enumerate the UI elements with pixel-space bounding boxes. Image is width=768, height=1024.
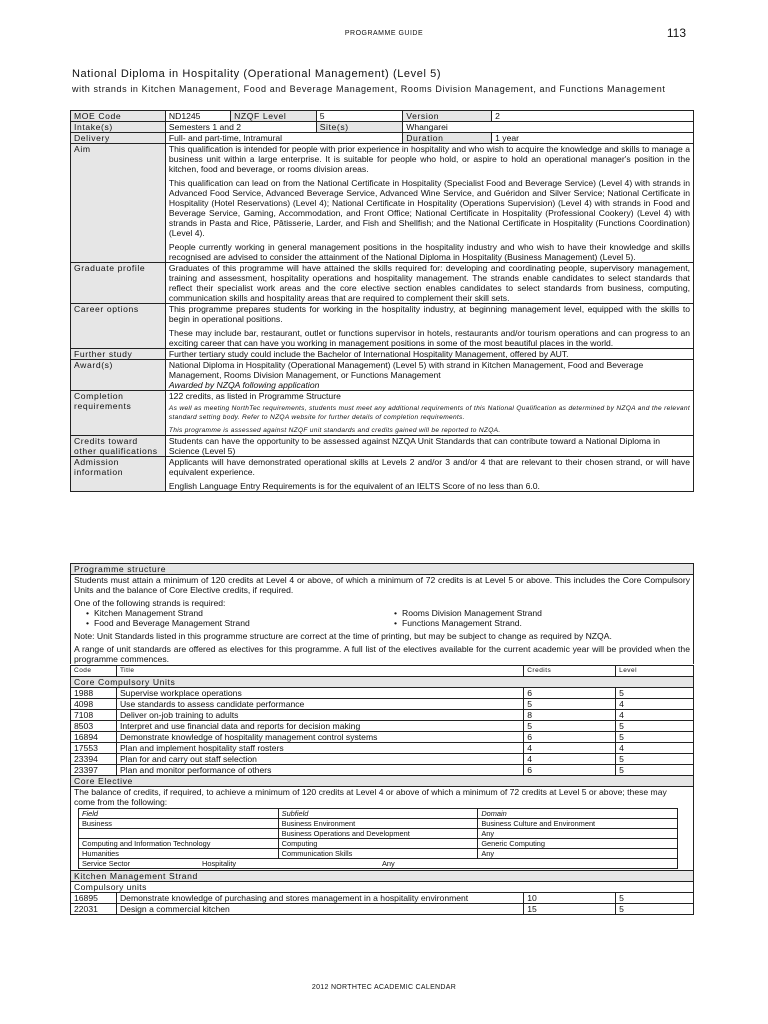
elec-domain: Any (382, 859, 395, 868)
table-row (71, 699, 694, 710)
elec-field (79, 829, 279, 839)
page-title: National Diploma in Hospitality (Operational Management) (Level 5) (72, 68, 442, 80)
unit-credits: 15 (524, 904, 616, 915)
structure-paragraph: Students must attain a minimum of 120 credits at Level 4 or above, of which a minimum of 72 credits is at Level 5 or above. This includes the Core Compulsory Units and the balance of Core Elective credits, if required. (74, 575, 690, 595)
elective-item (79, 849, 678, 859)
aim-label: Aim (71, 144, 166, 263)
page-number: 113 (666, 26, 686, 40)
units-table (70, 665, 694, 915)
elective-heading-row (71, 776, 694, 787)
career-row (71, 304, 694, 349)
unit-credits: 6 (524, 688, 616, 699)
elec-domain: Generic Computing (478, 839, 678, 849)
elec-col-field: Field (79, 809, 279, 819)
career-label: Career options (71, 304, 166, 349)
career-content (165, 304, 693, 349)
col-code: Code (71, 666, 117, 677)
unit-level: 5 (616, 721, 694, 732)
unit-code: 16894 (71, 732, 117, 743)
service-sector-row (79, 859, 678, 869)
table-row (71, 743, 694, 754)
nzqf-value: 5 (316, 111, 403, 122)
col-level: Level (616, 666, 694, 677)
version-value: 2 (492, 111, 694, 122)
elective-header (79, 809, 678, 819)
duration-value: 1 year (492, 133, 694, 144)
elective-content (71, 787, 694, 871)
graduate-row (71, 263, 694, 304)
strand-item: • Functions Management Strand. (394, 618, 690, 628)
unit-title: Demonstrate knowledge of purchasing and stores management in a hospitality environment (116, 893, 523, 904)
unit-level: 4 (616, 710, 694, 721)
unit-level: 5 (616, 893, 694, 904)
graduate-text: Graduates of this programme will have attained the skills required for: developing and coordinating people, supervisory management, training and assessment, hospitality operations and hospitality management. The strands enable candidates to select standards that reflect their specialist work areas and the core elective section enables candidates to select standards from business, computing, communication skills and hospitality areas that are required to complement their skill sets. (165, 263, 693, 304)
elec-subfield: Hospitality (202, 859, 237, 868)
nzqf-label: NZQF Level (231, 111, 317, 122)
award-note: Awarded by NZQA following application (168, 380, 320, 390)
elective-item (79, 829, 678, 839)
award-content (165, 360, 693, 391)
completion-content (165, 391, 693, 436)
award-row (71, 360, 694, 391)
completion-text: 122 credits, as listed in Programme Structure (168, 391, 341, 401)
unit-level: 5 (616, 688, 694, 699)
unit-level: 5 (616, 765, 694, 776)
core-units-body (71, 688, 694, 776)
completion-row (71, 391, 694, 436)
kitchen-heading-row (71, 871, 694, 882)
moe-row (71, 111, 694, 122)
strand-column (74, 608, 382, 628)
unit-code: 8503 (71, 721, 117, 732)
award-label: Award(s) (71, 360, 166, 391)
unit-credits: 6 (524, 732, 616, 743)
elec-field: Humanities (79, 849, 279, 859)
unit-credits: 10 (524, 893, 616, 904)
career-paragraph: This programme prepares students for working in the hospitality industry, at beginning management level, equipped with the skills to begin in operational positions. (168, 304, 690, 324)
unit-code: 23397 (71, 765, 117, 776)
elec-subfield: Computing (278, 839, 478, 849)
elec-domain: Any (478, 829, 678, 839)
completion-label: Completion requirements (71, 391, 166, 436)
intakes-value: Semesters 1 and 2 (165, 122, 316, 133)
unit-credits: 4 (524, 754, 616, 765)
sites-label: Site(s) (316, 122, 403, 133)
page-subtitle: with strands in Kitchen Management, Food and Beverage Management, Rooms Division Management, and Functions Management (72, 84, 666, 94)
credits-text: Students can have the opportunity to be assessed against NZQA Unit Standards that can contribute toward a National Diploma in Science (Level 5) (165, 436, 693, 457)
unit-credits: 8 (524, 710, 616, 721)
aim-paragraph: People currently working in general management positions in the hospitality industry and who wish to have their knowledge and skills recognised are advised to consider the attainment of the National Diploma in Hospitality (Business Management) (Level 5). (168, 242, 690, 262)
credits-label: Credits toward other qualifications (71, 436, 166, 457)
unit-credits: 5 (524, 721, 616, 732)
unit-level: 5 (616, 732, 694, 743)
unit-title: Supervise workplace operations (116, 688, 523, 699)
table-row (71, 765, 694, 776)
table-row (71, 688, 694, 699)
table-row (71, 732, 694, 743)
kitchen-heading: Kitchen Management Strand (71, 871, 694, 882)
units-column-header (71, 666, 694, 677)
duration-label: Duration (403, 133, 492, 144)
unit-title: Plan and implement hospitality staff rosters (116, 743, 523, 754)
table-row (71, 893, 694, 904)
admission-paragraph: English Language Entry Requirements is for the equivalent of an IELTS Score of no less than 6.0. (168, 481, 540, 491)
completion-note: This programme is assessed against NZQF unit standards and credits gained will be reported to NZQA. (168, 427, 501, 434)
unit-title: Use standards to assess candidate performance (116, 699, 523, 710)
strand-item: • Rooms Division Management Strand (394, 608, 690, 618)
intakes-label: Intake(s) (71, 122, 166, 133)
programme-structure (70, 563, 694, 915)
compulsory-heading: Compulsory units (71, 882, 694, 893)
further-label: Further study (71, 349, 166, 360)
elec-subfield: Business Operations and Development (278, 829, 478, 839)
elec-col-subfield: Subfield (278, 809, 478, 819)
unit-title: Plan and monitor performance of others (116, 765, 523, 776)
unit-code: 22031 (71, 904, 117, 915)
table-row (71, 710, 694, 721)
aim-content (165, 144, 693, 263)
unit-title: Deliver on-job training to adults (116, 710, 523, 721)
elective-table (78, 808, 678, 869)
further-row (71, 349, 694, 360)
admission-row (71, 457, 694, 492)
elective-item (79, 839, 678, 849)
elec-field: Business (79, 819, 279, 829)
strand-column (382, 608, 690, 628)
strand-item: • Kitchen Management Strand (86, 608, 382, 618)
elec-field: Service Sector (82, 859, 131, 868)
unit-code: 7108 (71, 710, 117, 721)
unit-code: 4098 (71, 699, 117, 710)
unit-title: Plan for and carry out staff selection (116, 754, 523, 765)
structure-paragraph: A range of unit standards are offered as electives for this programme. A full list of the electives available for the current academic year will be provided when the programme commences. (74, 644, 690, 664)
running-header: PROGRAMME GUIDE (344, 30, 424, 37)
moe-value: ND1245 (165, 111, 230, 122)
admission-label: Admission information (71, 457, 166, 492)
unit-title: Interpret and use financial data and reports for decision making (116, 721, 523, 732)
unit-credits: 5 (524, 699, 616, 710)
delivery-value: Full- and part-time, Intramural (165, 133, 402, 144)
unit-code: 16895 (71, 893, 117, 904)
structure-body (70, 575, 694, 664)
career-paragraph: These may include bar, restaurant, outlet or functions supervisor in hotels, restaurants and/or tourism operations and can progress to an exciting career that can have you working in management positions in some of the most beautiful places in the world. (168, 328, 690, 348)
structure-heading: Programme structure (70, 563, 694, 575)
aim-row (71, 144, 694, 263)
col-credits: Credits (524, 666, 616, 677)
admission-content (165, 457, 693, 492)
unit-code: 1988 (71, 688, 117, 699)
table-row (71, 904, 694, 915)
delivery-row (71, 133, 694, 144)
col-title: Title (116, 666, 523, 677)
unit-title: Demonstrate knowledge of hospitality management control systems (116, 732, 523, 743)
elec-field: Computing and Information Technology (79, 839, 279, 849)
table-row (71, 754, 694, 765)
elective-item (79, 819, 678, 829)
aim-paragraph: This qualification is intended for people with prior experience in hospitality and who wish to acquire the knowledge and skills to manage a business unit within a large enterprise. It is suitable for people who hold, or aspire to hold an operational manager's position in the kitchen, food and beverage, or rooms division areas. (168, 144, 690, 174)
elective-item (79, 859, 678, 869)
credits-row (71, 436, 694, 457)
unit-level: 5 (616, 904, 694, 915)
core-heading: Core Compulsory Units (71, 677, 694, 688)
elec-subfield: Communication Skills (278, 849, 478, 859)
further-text: Further tertiary study could include the Bachelor of International Hospitality Management, offered by AUT. (165, 349, 693, 360)
page-footer: 2012 NORTHTEC ACADEMIC CALENDAR (311, 984, 457, 991)
intakes-row (71, 122, 694, 133)
elec-subfield: Business Environment (278, 819, 478, 829)
unit-credits: 4 (524, 743, 616, 754)
core-heading-row (71, 677, 694, 688)
strand-list (74, 608, 690, 631)
unit-code: 17553 (71, 743, 117, 754)
admission-paragraph: Applicants will have demonstrated operational skills at Levels 2 and/or 3 and/or 4 that are relevant to their chosen strand, or will have equivalent experience. (168, 457, 690, 477)
compulsory-heading-row (71, 882, 694, 893)
version-label: Version (403, 111, 492, 122)
unit-credits: 6 (524, 765, 616, 776)
completion-note: As well as meeting NorthTec requirements, students must meet any additional requirements of this National Qualification as determined by NZQA and the relevant standard setting body. Refer to NZQA website for further details of completion requirements. (168, 405, 690, 421)
structure-paragraph: Note: Unit Standards listed in this programme structure are correct at the time of printing, but may be subject to change as required by NZQA. (74, 631, 612, 641)
elective-heading: Core Elective (71, 776, 694, 787)
unit-level: 4 (616, 699, 694, 710)
elective-row (71, 787, 694, 871)
table-row (71, 721, 694, 732)
unit-title: Design a commercial kitchen (116, 904, 523, 915)
elective-text: The balance of credits, if required, to achieve a minimum of 120 credits at Level 4 or above of which a minimum of 72 credits at Level 5 or above; these may come from the following: (74, 787, 667, 807)
structure-paragraph: One of the following strands is required: (74, 598, 226, 608)
graduate-label: Graduate profile (71, 263, 166, 304)
elec-col-domain: Domain (478, 809, 678, 819)
moe-label: MOE Code (71, 111, 166, 122)
unit-level: 4 (616, 743, 694, 754)
award-text: National Diploma in Hospitality (Operational Management) (Level 5) with strand in Kitchen Management, Food and Beverage Management, Rooms Division Management, or Functions Management (168, 360, 644, 380)
sites-value: Whangarei (403, 122, 694, 133)
unit-code: 23394 (71, 754, 117, 765)
delivery-label: Delivery (71, 133, 166, 144)
programme-info-table (70, 110, 694, 492)
unit-level: 5 (616, 754, 694, 765)
aim-paragraph: This qualification can lead on from the National Certificate in Hospitality (Specialist Food and Beverage Service) (Level 4) with strands in Advanced Food Service, Advanced Beverage Service, Advanced Wine Service, and Guéridon and Silver Service; National Certificate in Hospitality (Hotel Reservations) (Level 4); National Certificate in Hospitality (Operations Supervision) (Level 4) with strands in Food and Beverage Service, Gaming, Accommodation, and Front Office; National Certificate in Hospitality (Professional Cookery) (Level 4) with strands in Pasta and Rice, Pâtisserie, Larder, and Fish and Shellfish; and the National Certificate in Hospitality (Functions Coordination) (Level 4). (168, 178, 690, 238)
elec-domain: Any (478, 849, 678, 859)
elec-domain: Business Culture and Environment (478, 819, 678, 829)
strand-item: • Food and Beverage Management Strand (86, 618, 382, 628)
